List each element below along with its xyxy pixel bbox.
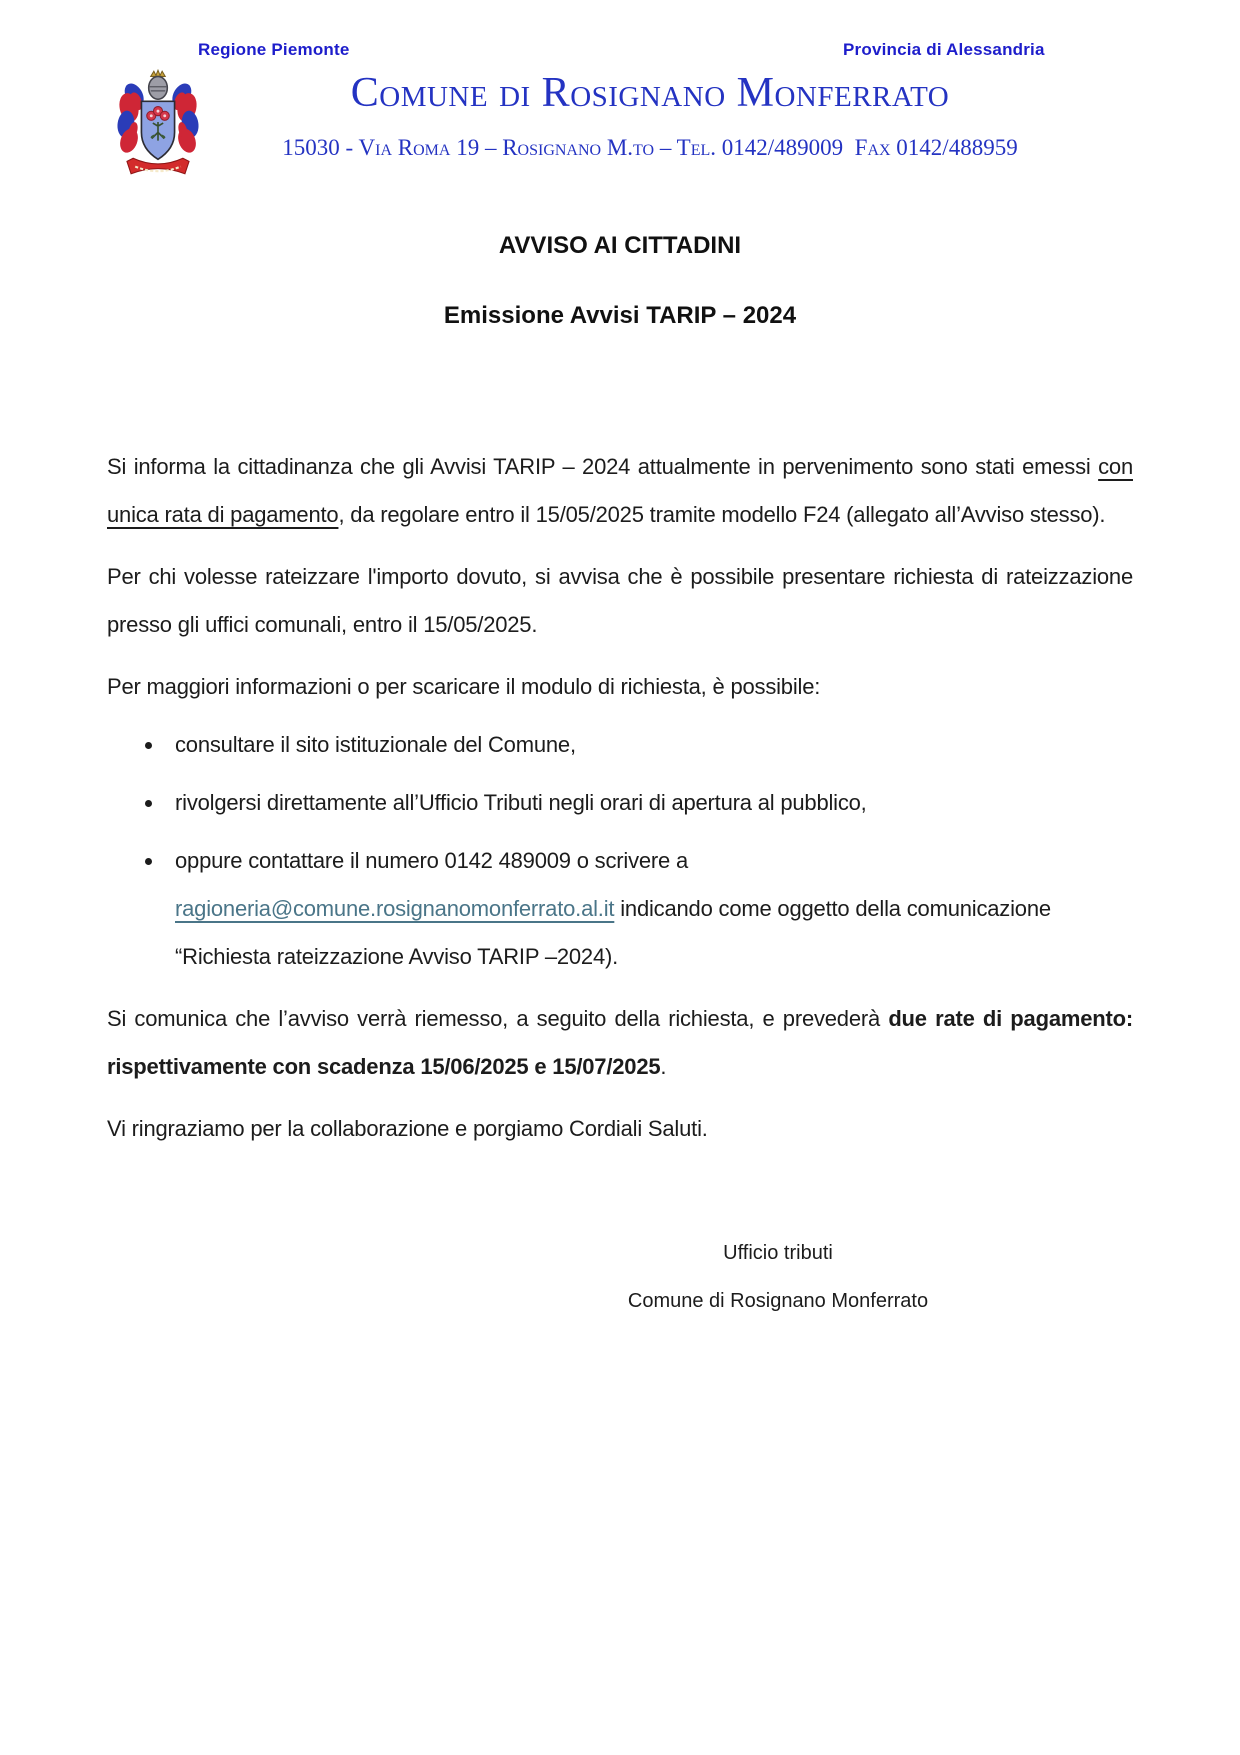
signature-entity: Comune di Rosignano Monferrato [627, 1290, 929, 1312]
paragraph-thanks [107, 1105, 1133, 1153]
text-segment: Vi ringraziamo per la collaborazione e porgiamo Cordiali Saluti. [107, 1116, 708, 1141]
email-link[interactable]: ragioneria@comune.rosignanomonferrato.al.it [175, 896, 615, 921]
list-item-contact [107, 837, 1133, 981]
list-item-office [107, 779, 1133, 827]
options-list [107, 721, 1133, 981]
notice-subtitle: Emissione Avvisi TARIP – 2024 [443, 302, 797, 329]
paragraph-installment-request [107, 553, 1133, 649]
text-segment: . [660, 1054, 667, 1079]
signature-block [498, 1229, 1058, 1325]
notice-body [107, 231, 1133, 1325]
paragraph-reissue [107, 995, 1133, 1091]
text-segment: Per maggiori informazioni o per scaricare il modulo di richiesta, è possibile: [107, 674, 821, 699]
signature-office: Ufficio tributi [723, 1242, 833, 1264]
notice-title: AVVISO AI CITTADINI [498, 232, 742, 259]
text-segment: Per chi volesse rateizzare l'importo dovuto, si avvisa che è possibile presentare richiesta di rateizzazione presso gli uffici comunali, entro il 15/05/2025. [107, 564, 1133, 637]
text-segment: Si informa la cittadinanza che gli Avvisi TARIP – 2024 attualmente in pervenimento sono stati emessi [107, 454, 1099, 479]
text-segment: rivolgersi direttamente all’Ufficio Tributi negli orari di apertura al pubblico, [175, 790, 867, 815]
region-label: Regione Piemonte [198, 40, 350, 59]
text-segment: oppure contattare il numero 0142 489009 o scrivere a [175, 848, 689, 873]
text-segment: due rate di pagamento: rispettivamente con scadenza 15/06/2025 e 15/07/2025 [107, 1006, 1133, 1079]
municipality-title: Comune di Rosignano Monferrato [350, 70, 950, 116]
municipality-address: 15030 - Via Roma 19 – Rosignano M.to – Tel. 0142/489009 Fax 0142/488959 [282, 135, 1018, 160]
text-segment: con unica rata di pagamento [107, 454, 1133, 527]
text-segment: indicando come oggetto della comunicazione “Richiesta rateizzazione Avviso TARIP –2024). [175, 896, 1051, 969]
province-label: Provincia di Alessandria [843, 40, 1045, 59]
paragraph-more-info [107, 663, 1133, 711]
list-item-website [107, 721, 1133, 769]
text-segment: Si comunica che l’avviso verrà riemesso, a seguito della richiesta, e prevederà [107, 1006, 889, 1031]
text-segment: consultare il sito istituzionale del Comune, [175, 732, 576, 757]
paragraph-issue-info [107, 443, 1133, 539]
text-segment: , da regolare entro il 15/05/2025 tramite modello F24 (allegato all’Avviso stesso). [338, 502, 1106, 527]
